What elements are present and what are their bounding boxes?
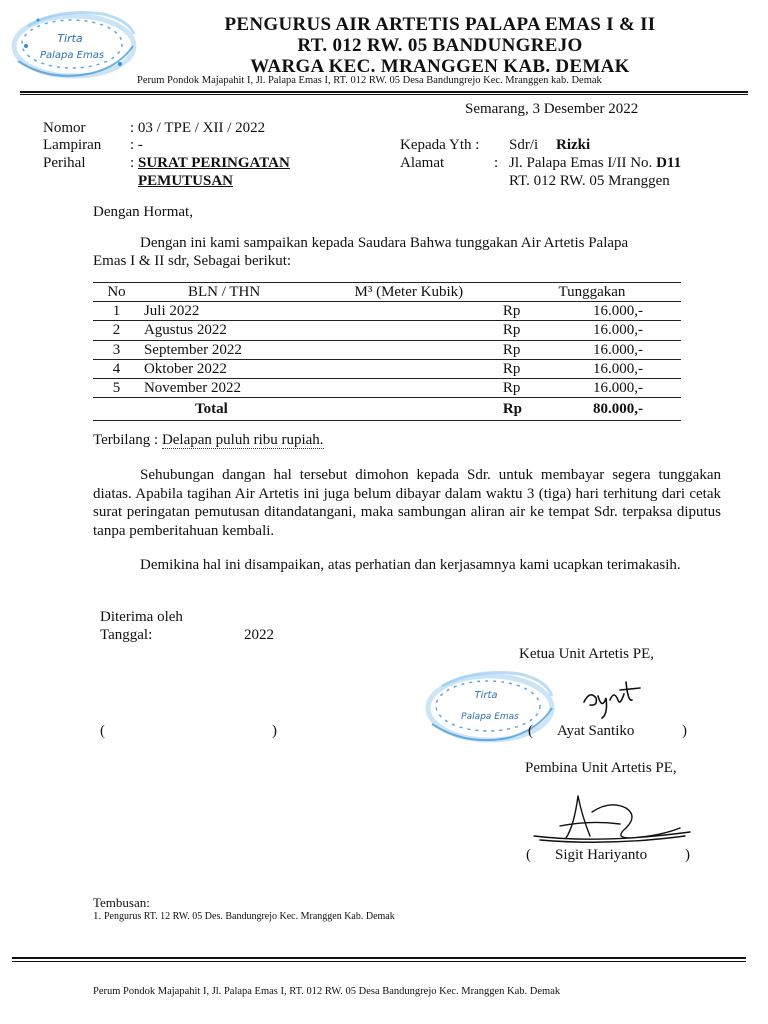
cell-no: 5	[93, 378, 140, 397]
intro-line2: Emas I & II sdr, Sebagai berikut:	[93, 253, 292, 269]
lampiran-label: Lampiran	[43, 137, 102, 153]
cell-amount: 16.000,-	[542, 321, 681, 340]
cell-rp: Rp	[503, 321, 542, 340]
arrears-table	[93, 282, 681, 421]
cell-bln: November 2022	[140, 378, 355, 397]
alamat-line1	[509, 155, 681, 172]
table-row	[93, 340, 681, 359]
cell-no: 3	[93, 340, 140, 359]
cell-rp: Rp	[503, 340, 542, 359]
signer2-bracket-close: )	[685, 847, 690, 863]
tembusan-label: Tembusan:	[93, 895, 150, 910]
letter-date: Semarang, 3 Desember 2022	[465, 101, 639, 117]
footer-address: Perum Pondok Majapahit I, Jl. Palapa Emas I, RT. 012 RW. 05 Desa Bandungrejo Kec. Mranggen Kab. Demak	[93, 986, 561, 997]
cell-rp: Rp	[503, 302, 542, 321]
logo-text-palapa: Palapa Emas	[39, 50, 105, 61]
table-row	[93, 359, 681, 378]
paragraph-closing: Demikina hal ini disampaikan, atas perhatian dan kerjasamnya kami ucapkan terimakasih.	[140, 557, 681, 573]
recipient-name: Rizki	[556, 137, 591, 153]
header-title-line3: WARGA KEC. MRANGGEN KAB. DEMAK	[250, 56, 630, 77]
signer1-name: Ayat Santiko	[557, 723, 635, 739]
signer2-title: Pembina Unit Artetis PE,	[525, 760, 677, 776]
cell-rp: Rp	[503, 359, 542, 378]
nomor-label: Nomor	[43, 120, 86, 136]
perihal-line1: SURAT PERINGATAN	[138, 155, 290, 171]
stamp-text-palapa: Palapa Emas	[461, 712, 519, 722]
receiver-bracket-close: )	[272, 723, 277, 739]
logo-text-tirta: Tirta	[57, 32, 83, 45]
cell-amount: 16.000,-	[542, 340, 681, 359]
cell-m3	[354, 378, 502, 397]
total-rp: Rp	[503, 398, 542, 421]
kepada-label: Kepada Yth :	[400, 137, 480, 153]
lampiran-value: : -	[130, 137, 143, 153]
cell-bln: Oktober 2022	[140, 359, 355, 378]
table-row	[93, 378, 681, 397]
alamat-label: Alamat	[400, 155, 445, 171]
tembusan-item-number: 1.	[93, 910, 102, 922]
header-address: Perum Pondok Majapahit I, Jl. Palapa Emas I, RT. 012 RW. 05 Desa Bandungrejo Kec. Mranggen kab. Demak	[137, 75, 602, 86]
cell-bln: Agustus 2022	[140, 321, 355, 340]
header-title-line2: RT. 012 RW. 05 BANDUNGREJO	[297, 35, 583, 56]
perihal-line2: PEMUTUSAN	[138, 173, 234, 189]
receiver-date-label: Tanggal:	[100, 627, 153, 643]
tembusan-item-text: Pengurus RT. 12 RW. 05 Des. Bandungrejo Kec. Mranggen Kab. Demak	[104, 911, 395, 922]
cell-no: 4	[93, 359, 140, 378]
total-label: Total	[140, 398, 355, 421]
th-no: No	[93, 283, 140, 302]
alamat-house-no: D11	[656, 155, 682, 171]
signature-ayat	[576, 672, 646, 720]
header-divider	[20, 91, 748, 93]
cell-total-spacer	[93, 398, 140, 421]
cell-no: 1	[93, 302, 140, 321]
table-header-row	[93, 283, 681, 302]
organization-stamp-logo	[420, 664, 560, 750]
cell-amount: 16.000,-	[542, 359, 681, 378]
alamat-colon: :	[494, 155, 499, 171]
greeting: Dengan Hormat,	[93, 204, 193, 220]
paragraph-notice: Sehubungan dangan hal tersebut dimohon kepada Sdr. untuk membayar segera tunggakan diatas. Apabila tagihan Air Artetis ini juga belum dibayar dalam waktu 3 (tiga) hari terhitung dari cetak surat peringatan pemutusan ditandatangani, maka sambungan aliran air ke tempat Sdr. terpaksa diputus tanpa pemberitahuan kembali.	[93, 467, 721, 539]
signer2-bracket-open: (	[526, 847, 531, 863]
th-tunggakan: Tunggakan	[503, 283, 681, 302]
cell-rp: Rp	[503, 378, 542, 397]
signer1-title: Ketua Unit Artetis PE,	[519, 646, 654, 662]
receiver-date-year: 2022	[244, 627, 274, 643]
stamp-text-tirta: Tirta	[474, 690, 498, 701]
perihal-colon: :	[130, 155, 135, 171]
cell-bln: Juli 2022	[140, 302, 355, 321]
total-amount: 80.000,-	[542, 398, 681, 421]
footer-divider	[12, 957, 746, 959]
cell-m3	[354, 340, 502, 359]
th-bln: BLN / THN	[140, 283, 355, 302]
table-total-row	[93, 398, 681, 421]
th-m3: M³ (Meter Kubik)	[354, 283, 502, 302]
cell-m3	[354, 398, 502, 421]
intro-line1: Dengan ini kami sampaikan kepada Saudara Bahwa tunggakan Air Artetis Palapa	[140, 235, 629, 251]
cell-amount: 16.000,-	[542, 302, 681, 321]
header-divider-thin	[20, 94, 748, 95]
cell-no: 2	[93, 321, 140, 340]
cell-amount: 16.000,-	[542, 378, 681, 397]
cell-m3	[354, 302, 502, 321]
signer1-bracket-close: )	[682, 723, 687, 739]
signer2-name: Sigit Hariyanto	[555, 847, 648, 863]
signer1-bracket-open: (	[528, 723, 533, 739]
organization-logo	[8, 6, 140, 84]
footer-divider-thin	[12, 961, 746, 962]
terbilang-value: Delapan puluh ribu rupiah.	[161, 432, 324, 448]
receiver-label: Diterima oleh	[100, 609, 183, 625]
cell-m3	[354, 359, 502, 378]
receiver-bracket-open: (	[100, 723, 105, 739]
nomor-value: : 03 / TPE / XII / 2022	[130, 120, 266, 136]
cell-bln: September 2022	[140, 340, 355, 359]
terbilang-label: Terbilang :	[93, 432, 159, 448]
table-row	[93, 302, 681, 321]
header-title-line1: PENGURUS AIR ARTETIS PALAPA EMAS I & II	[224, 14, 656, 35]
terbilang	[93, 432, 324, 449]
signature-sigit	[530, 786, 695, 846]
kepada-prefix: Sdr/i	[509, 137, 539, 153]
perihal-label: Perihal	[43, 155, 86, 171]
alamat-line2: RT. 012 RW. 05 Mranggen	[509, 173, 670, 189]
table-row	[93, 321, 681, 340]
alamat-street: Jl. Palapa Emas I/II No.	[509, 155, 653, 171]
tembusan-item	[93, 910, 395, 922]
cell-m3	[354, 321, 502, 340]
